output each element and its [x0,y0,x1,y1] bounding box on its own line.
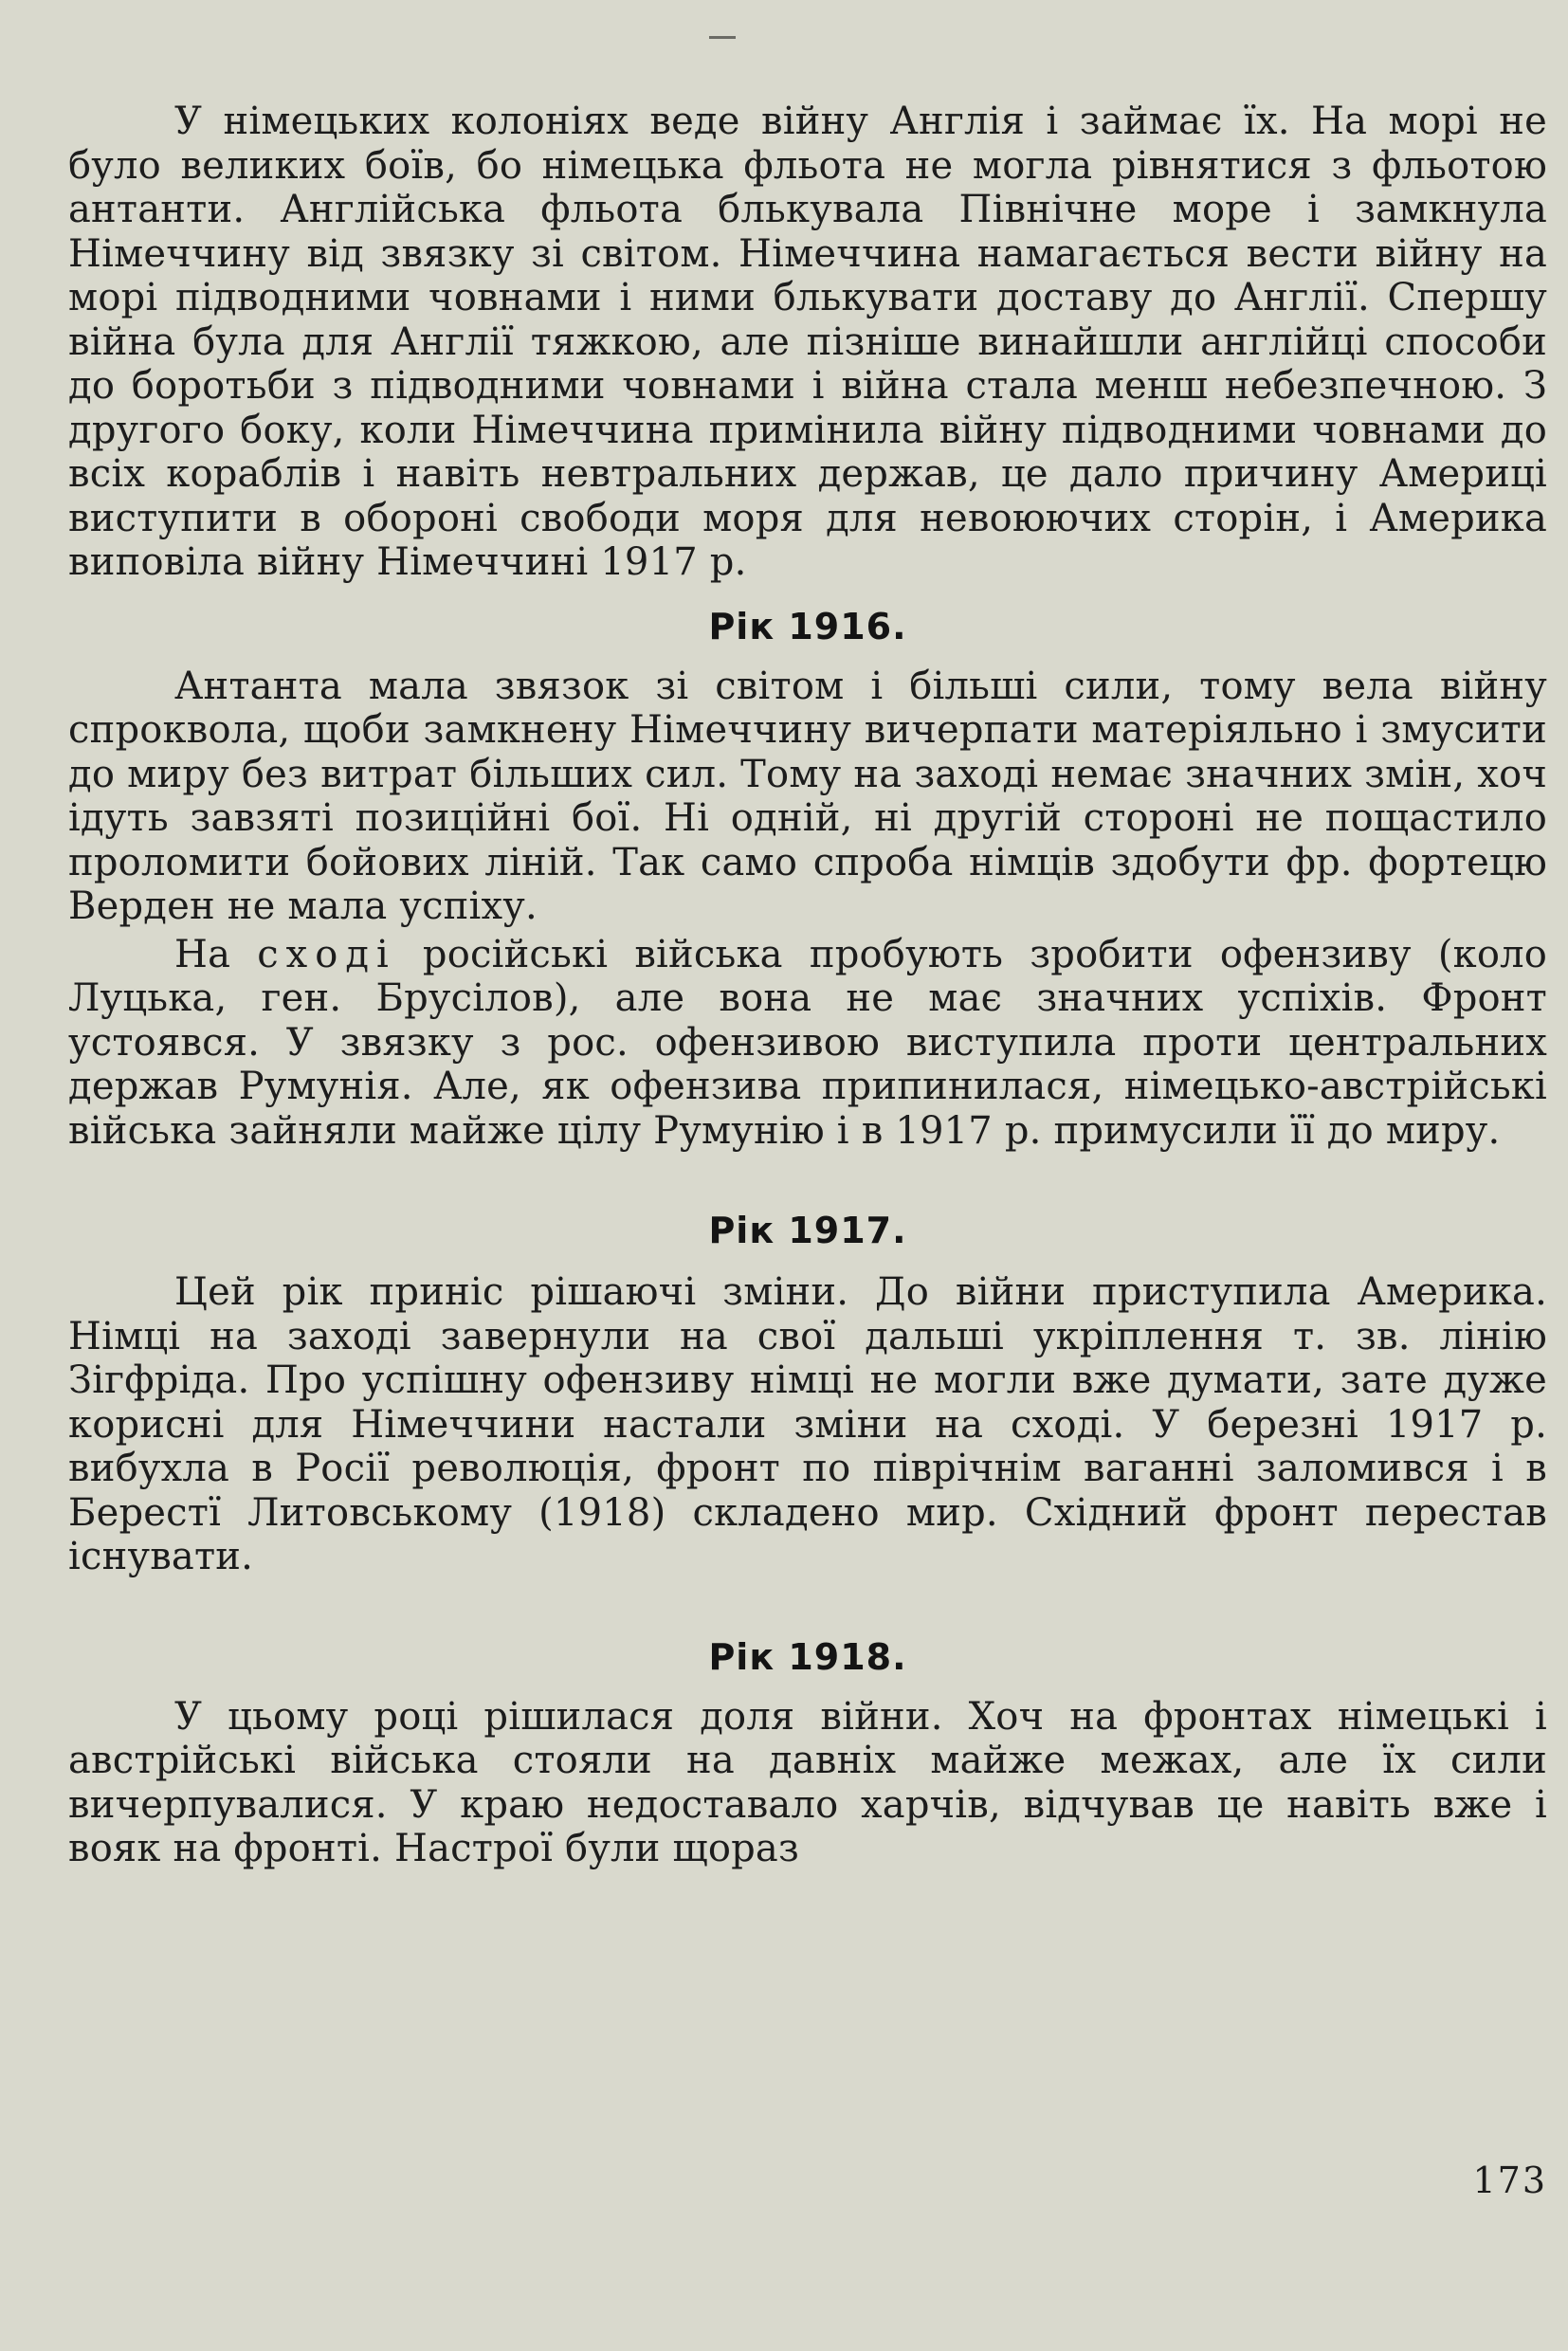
paragraph-1916-east-rest: російські війська пробують зробити офензиву (коло Луцька, ген. Брусілов), але вона не має значних успіхів. Фронт устоявся. У звязку з рос. офензивою виступила проти центральних держав Румунія. Але, як офензива припинилася, німецько-австрійські війська зайняли майже цілу Румунію і в 1917 р. примусили її до миру. [68,932,1548,1153]
page-number: 173 [1472,2160,1547,2201]
paragraph-1916-west: Антанта мала звязок зі світом і більші сили, тому вела війну спроквола, щоби замкнену Німеччину вичерпати матеріяльно і змусити до миру без витрат більших сил. Тому на заході немає значних змін, хоч ідуть завзяті позиційні бої. Ні одній, ні другій стороні не пощастило проломити бойових ліній. Так само спроба німців здобути фр. фортецю Верден не мала успіху. [68,664,1547,928]
emphasis-east: сході [257,932,396,976]
top-margin-mark [709,36,736,39]
heading-1917: Рік 1917. [708,1210,907,1251]
page-body [68,100,1547,1871]
paragraph-1917: Цей рік приніс рішаючі зміни. До війни приступила Америка. Німці на заході завернули на свої дальші укріплення т. зв. лінію Зігфріда. Про успішну офензиву німці не могли вже думати, зате дуже корисні для Німеччини настали зміни на сході. У березні 1917 р. вибухла в Росії революція, фронт по піврічнім ваганні заломився і в Берестї Литовському (1918) складено мир. Східний фронт перестав існувати. [68,1270,1547,1578]
paragraph-intro: У німецьких колоніях веде війну Англія і займає їх. На морі не було великих боїв, бо німецька фльота не могла рівнятися з фльотою антанти. Англійська фльота блькувала Північне море і замкнула Німеччину від звязку зі світом. Німеччина намагається вести війну на морі підводними човнами і ними блькувати доставу до Англії. Спершу війна була для Англії тяжкою, але пізніше винайшли англійці способи до боротьби з підводними човнами і війна стала менш небезпечною. З другого боку, коли Німеччина примінила війну підводними човнами до всіх кораблів і навіть невтральних держав, це дало причину Америці виступити в обороні свободи моря для невоюючих сторін, і Америка виповіла війну Німеччині 1917 р. [68,100,1547,584]
paragraph-1918: У цьому році рішилася доля війни. Хоч на фронтах німецькі і австрійські війська стояли на давніх майже межах, але їх сили вичерпувалися. У краю недоставало харчів, відчував це навіть вже і вояк на фронті. Настрої були щораз [68,1694,1547,1870]
heading-1916: Рік 1916. [708,605,907,647]
paragraph-1916-east [68,933,1547,1154]
heading-1918: Рік 1918. [708,1635,907,1678]
paragraph-1916-east-lead: На [174,932,231,976]
